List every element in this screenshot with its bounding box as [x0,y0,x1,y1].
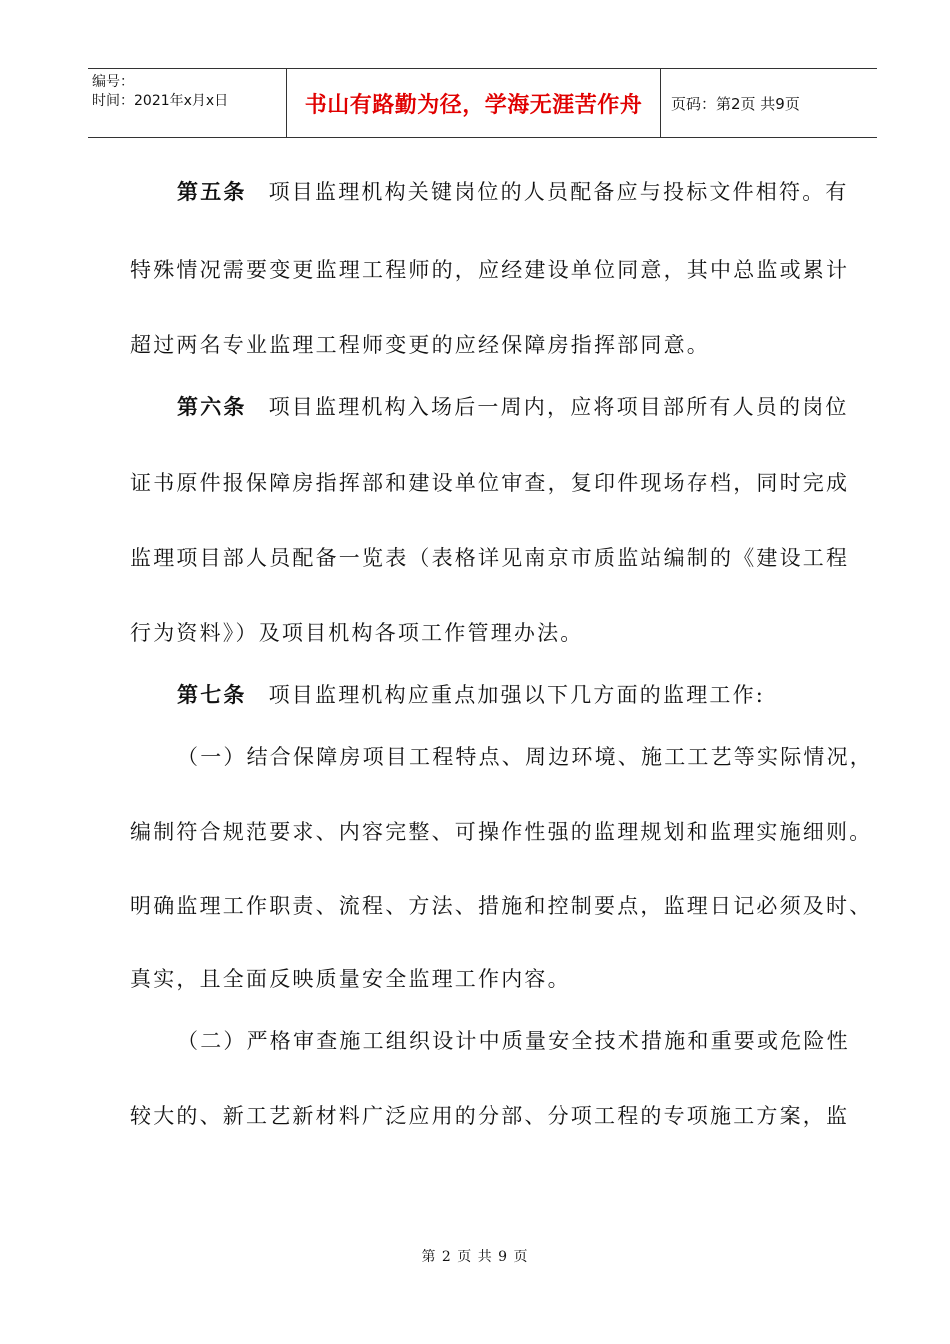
paragraph-line [177,391,849,421]
paragraph-line: 超过两名专业监理工程师变更的应经保障房指挥部同意。 [130,333,710,357]
paragraph-line: 真实，且全面反映质量安全监理工作内容。 [130,967,571,991]
paragraph-text: 项目监理机构关键岗位的人员配备应与投标文件相符。有 [268,180,849,204]
motto-text: 书山有路勤为径，学海无涯苦作舟 [304,92,643,118]
paragraph-text: 项目监理机构入场后一周内，应将项目部所有人员的岗位 [268,395,849,419]
date-label: 时间：2021年x月x日 [92,93,229,109]
paragraph-line: 较大的、新工艺新材料广泛应用的分部、分项工程的专项施工方案，监 [130,1104,850,1128]
paragraph-line: 行为资料》）及项目机构各项工作管理办法。 [130,621,584,645]
paragraph-line: 监理项目部人员配备一览表（表格详见南京市质监站编制的《建设工程 [130,546,850,570]
page-footer: 第 2 页 共 9 页 [421,1249,529,1265]
header-page-cell [661,69,877,137]
article-heading: 第五条 [177,180,247,204]
paragraph-line [177,176,849,206]
paragraph-line: （一）结合保障房项目工程特点、周边环境、施工工艺等实际情况， [177,745,873,769]
paragraph-text: 项目监理机构应重点加强以下几方面的监理工作: [268,683,766,707]
paragraph-line: 编制符合规范要求、内容完整、可操作性强的监理规划和监理实施细则。 [130,820,873,844]
header-motto-cell [287,69,661,137]
article-heading: 第七条 [177,683,247,707]
document-header [88,68,877,138]
paragraph-line: 特殊情况需要变更监理工程师的，应经建设单位同意，其中总监或累计 [130,258,850,282]
paragraph-line: 明确监理工作职责、流程、方法、措施和控制要点，监理日记必须及时、 [130,894,873,918]
paragraph-line [177,679,765,709]
header-meta-cell [88,69,287,137]
paragraph-line: （二）严格审查施工组织设计中质量安全技术措施和重要或危险性 [177,1029,850,1053]
paragraph-line: 证书原件报保障房指挥部和建设单位审查，复印件现场存档，同时完成 [130,471,850,495]
serial-number-label: 编号： [92,74,134,90]
article-heading: 第六条 [177,395,247,419]
page-number-label: 页码：第2页 共9页 [671,94,800,113]
